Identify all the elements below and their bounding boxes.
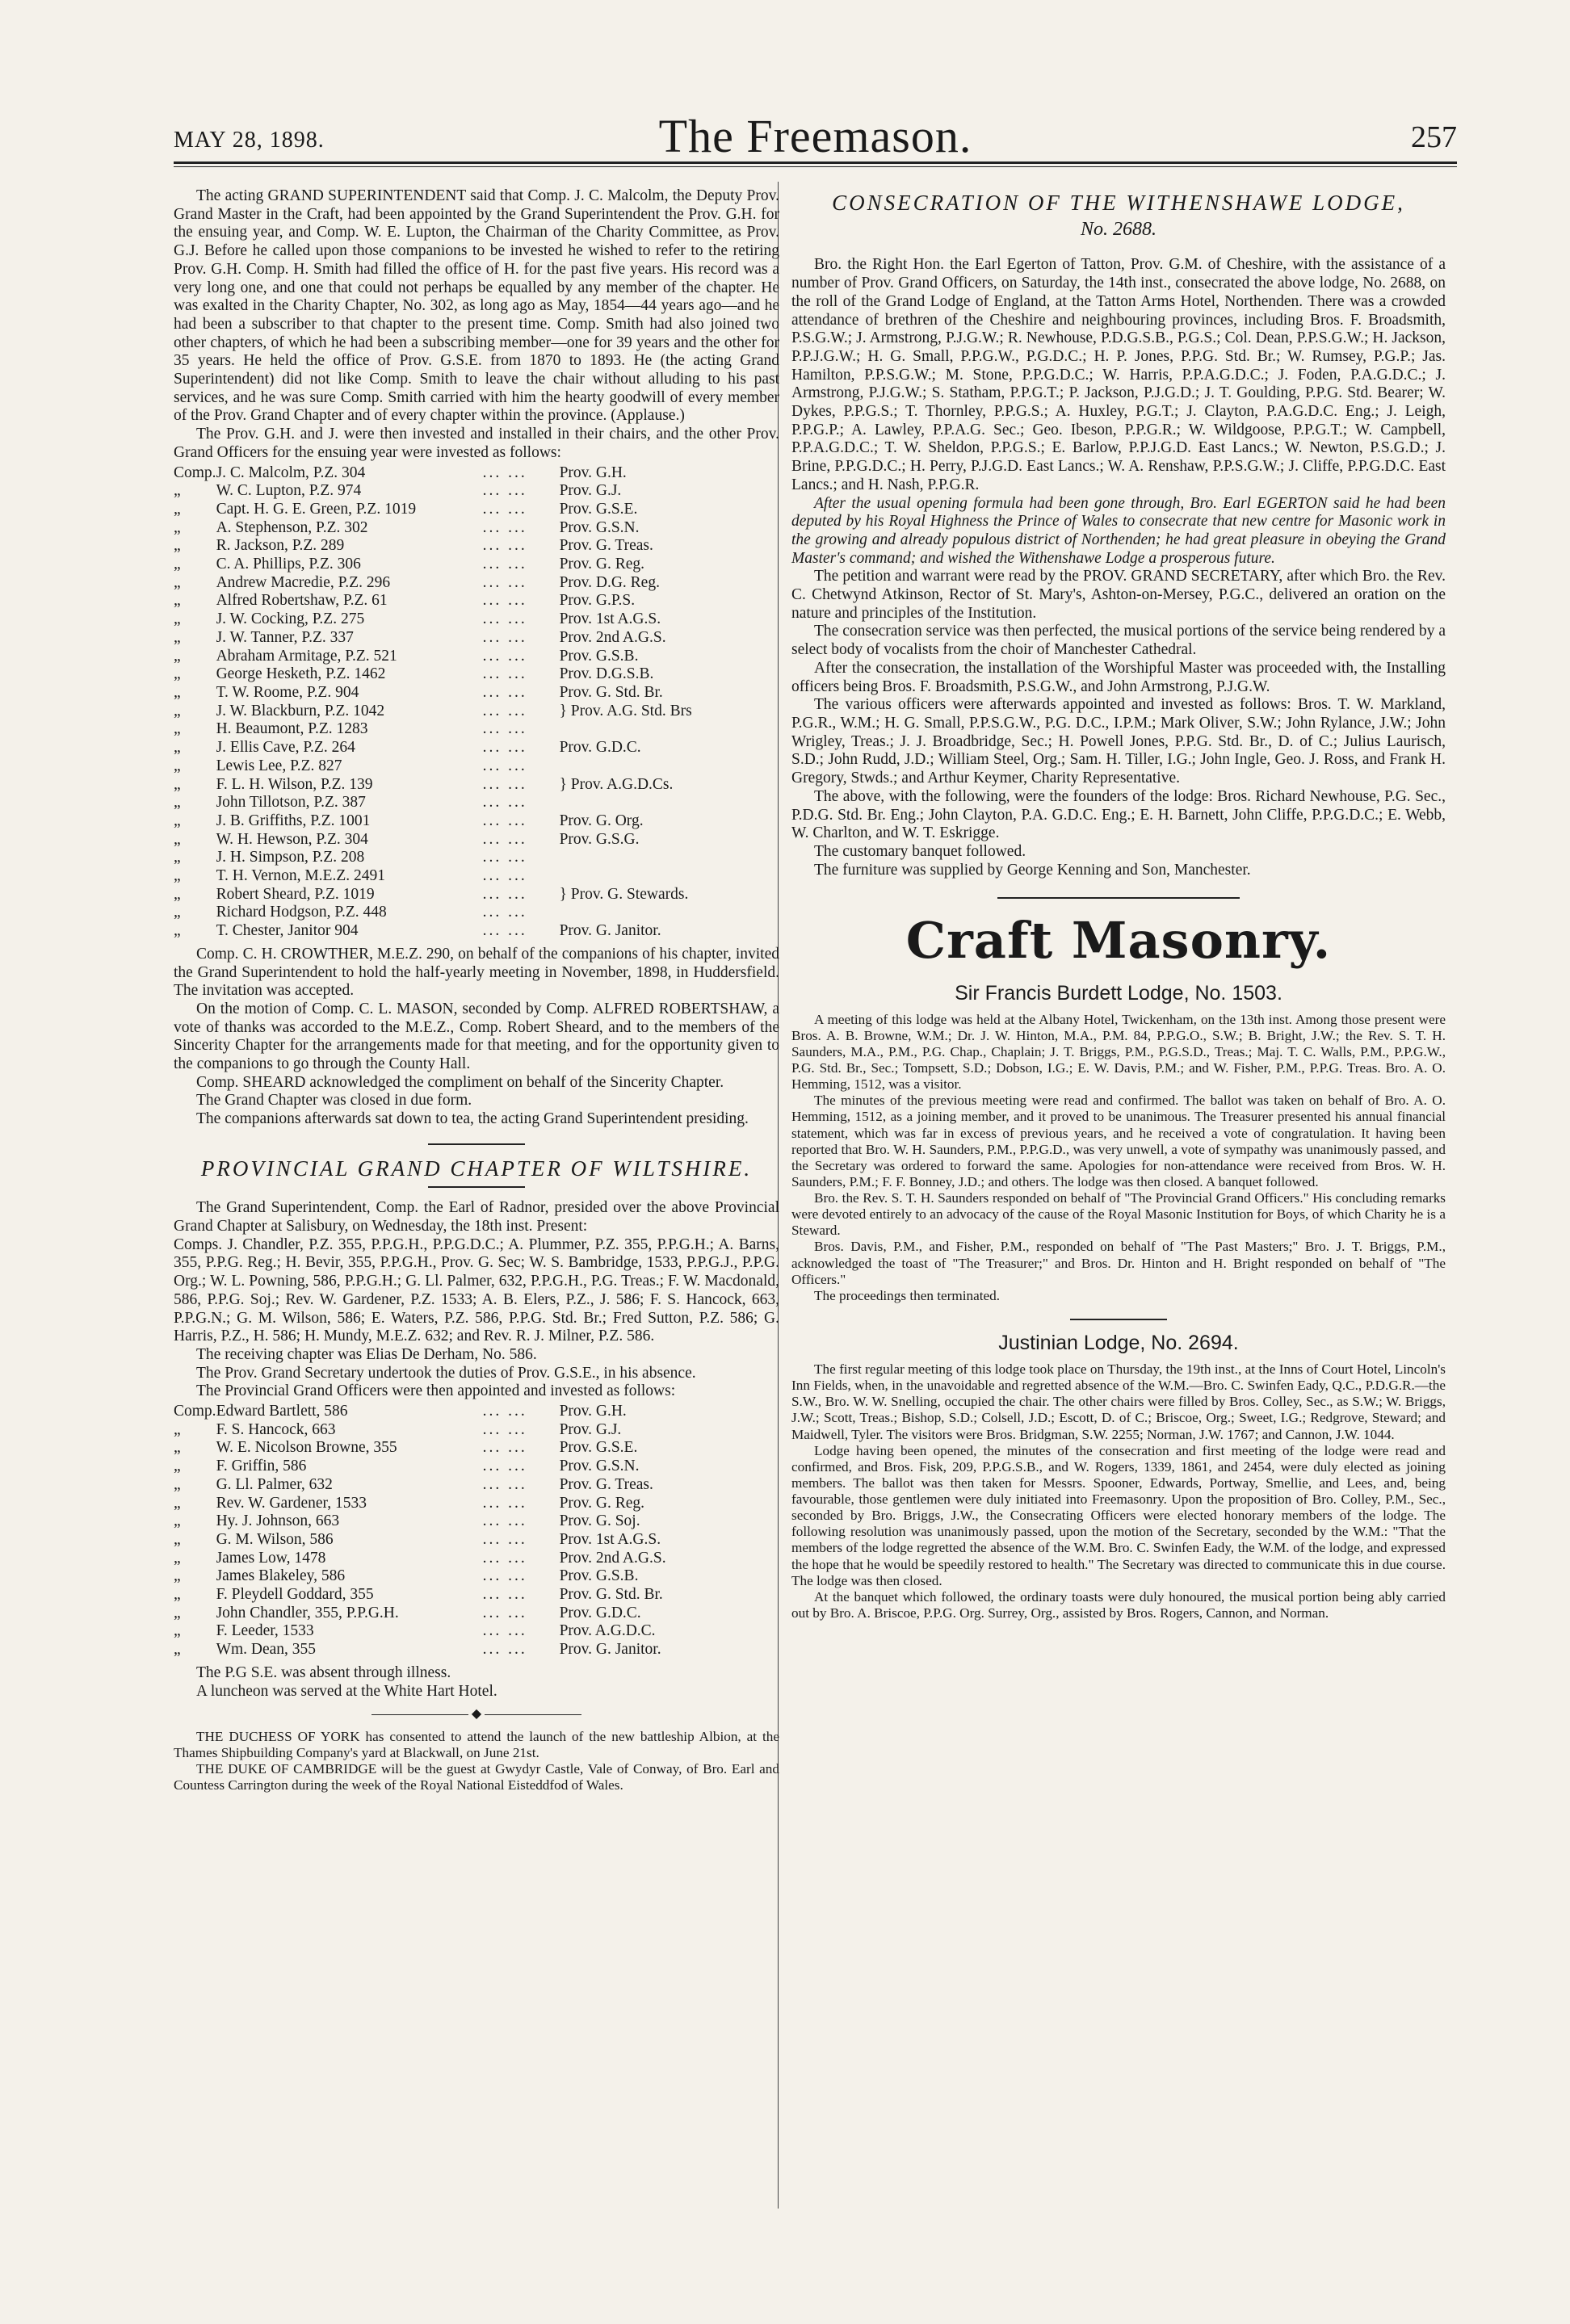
masthead (174, 103, 1457, 160)
officer-prefix: „ (174, 1586, 181, 1604)
officer-row (174, 776, 721, 795)
officer-office: Prov. G.J. (559, 482, 622, 500)
officer-prefix: „ (174, 1622, 181, 1640)
officer-prefix: „ (174, 1475, 181, 1493)
officer-name: Abraham Armitage, P.Z. 521 (216, 647, 397, 665)
officer-row (174, 1495, 721, 1513)
officer-name: Lewis Lee, P.Z. 827 (216, 757, 342, 774)
officer-prefix: „ (174, 628, 181, 646)
leader-dots: ... ... (482, 1549, 527, 1567)
officer-prefix: „ (174, 573, 181, 591)
officer-prefix: „ (174, 1604, 181, 1621)
leader-dots: ... ... (482, 812, 527, 829)
leader-dots: ... ... (482, 904, 527, 921)
officer-prefix: „ (174, 885, 181, 903)
leader-dots: ... ... (482, 720, 527, 738)
news-note: THE DUKE OF CAMBRIDGE will be the guest at Gwydyr Castle, Vale of Conway, of Bro. Earl and Countess Carrington during the week of the Royal National Eisteddfod of Wales. (174, 1761, 779, 1793)
officer-name: Andrew Macredie, P.Z. 296 (216, 573, 391, 591)
officer-prefix: „ (174, 775, 181, 793)
article-paragraph: The Prov. Grand Secretary undertook the duties of Prov. G.S.E., in his absence. (196, 1364, 696, 1382)
officer-name: Rev. W. Gardener, 1533 (216, 1494, 367, 1512)
lodge-report: The minutes of the previous meeting were read and confirmed. The ballot was taken on behalf of Bro. A. O. Hemming, 1512, as a joining member, and it proved to be unanimous. The Treasurer presented his annual financial statement, which was far in excess of previous years, and he received a vote of congratulation. It having been reported that Bro. W. H. Saunders, P.M., P.P.G.D., was very unwell, a vote of sympathy was unanimously passed, and the Secretary was ordered to forward the same. Apologies for non-attendance were received from Bros. W. H. Saunders, P.M.; F. F. Bonney, J.D.; and others. The lodge was then closed. A banquet followed. (791, 1093, 1446, 1189)
officer-prefix: „ (174, 1458, 181, 1475)
lodge-report: Bro. the Rev. S. T. H. Saunders responded on behalf of "The Provincial Grand Officers." His concluding remarks were devoted entirely to an advocacy of the cause of the Royal Masonic Institution for Boys, of which Charity he is a Steward. (791, 1190, 1446, 1239)
officer-prefix: „ (174, 647, 181, 665)
leader-dots: ... ... (482, 1420, 527, 1438)
officer-row (174, 1605, 721, 1623)
officer-office: Prov. G.S.E. (559, 500, 638, 518)
officer-prefix: „ (174, 683, 181, 701)
officer-row (174, 519, 721, 538)
officer-office: Prov. 1st A.G.S. (559, 610, 661, 628)
officer-office: Prov. 2nd A.G.S. (559, 628, 666, 646)
leader-dots: ... ... (482, 849, 527, 866)
officer-name: John Chandler, 355, P.P.G.H. (216, 1604, 399, 1621)
officer-prefix: „ (174, 592, 181, 610)
officer-office: } Prov. A.G.D.Cs. (559, 775, 674, 793)
officer-row (174, 703, 721, 721)
officer-office: } Prov. A.G. Std. Brs (559, 702, 692, 719)
officer-row (174, 1586, 721, 1605)
leader-dots: ... ... (482, 1641, 527, 1659)
article-paragraph: Comp. C. H. CROWTHER, M.E.Z. 290, on behalf of the companions of his chapter, invited the Grand Superintendent to hold the half-yearly meeting in November, 1898, in Huddersfield. The invitation was accepted. (174, 945, 779, 1000)
officer-prefix: „ (174, 849, 181, 866)
officer-prefix: „ (174, 794, 181, 812)
officer-row (174, 537, 721, 556)
present-list: Comps. J. Chandler, P.Z. 355, P.P.G.H., P.P.G.D.C.; A. Plummer, P.Z. 355, P.P.G.H.; A. Barns, 355, P.P.G. Reg.; H. Bevir, 355, P.P.G.H., Prov. G. Sec; W. S. Bambridge, 1533, P.P.G.J., P.P.G. Org.; W. L. Powning, 586, P.P.G.H.; G. Ll. Palmer, 632, P.P.G.H., P.G. Treas.; F. W. Macdonald, 586, P.P.G. Soj.; Rev. W. Gardener, P.Z. 1533; A. B. Elers, P.Z., J. 586; F. S. Hancock, 663, P.P.G.N.; G. M. Wilson, 586; E. Waters, P.Z. 586, P.P.G. Std. Br.; Fred Sutton, P.Z. 586; G. Harris, P.Z., H. 586; H. Mundy, M.E.Z. 632; and Rev. R. J. Milner, P.Z. 586. (174, 1235, 779, 1345)
leader-dots: ... ... (482, 683, 527, 701)
officer-office (560, 757, 721, 776)
lodge-report: Bros. Davis, P.M., and Fisher, P.M., responded on behalf of "The Past Masters;" Bro. J. T. Briggs, P.M., acknowledged the toast of "The Treasurer;" and Bros. Dr. Hinton and H. Bright responded on behalf of "The Officers." (791, 1239, 1446, 1287)
officer-row (174, 1476, 721, 1495)
lodge-report: The proceedings then terminated. (814, 1287, 1001, 1303)
officer-name: F. S. Hancock, 663 (216, 1420, 336, 1438)
officer-prefix: „ (174, 904, 181, 921)
officer-prefix: „ (174, 1512, 181, 1530)
article-paragraph: Bro. the Right Hon. the Earl Egerton of Tatton, Prov. G.M. of Cheshire, with the assistance of a number of Prov. Grand Officers, on Saturday, the 14th inst., consecrated the above lodge, No. 2688, on the roll of the Grand Lodge of England, at the Tatton Arms Hotel, Northenden. There was a crowded attendance of brethren of the Cheshire and neighbouring provinces, including Bros. F. Broadsmith, P.S.G.W.; J. Armstrong, P.J.G.W.; R. Newhouse, P.D.G.S.B., P.G.S.; Col. Dean, P.P.S.G.W.; H. Jackson, P.P.J.G.W.; H. G. Small, P.P.G.W., P.G.D.C.; H. P. Jones, P.P.G. Std. Br.; W. Rumsey, P.G.P.; Jas. Hamilton, P.P.S.G.W.; M. Stone, P.P.G.D.C.; W. Harris, P.P.A.G.D.C.; J. Foden, P.A.G.D.C.; J. Armstrong, P.J.G.W.; S. Statham, P.P.G.T.; P. Jackson, P.J.G.D.; J. T. Goulding, P.P.G. Std. Bearer; W. Dykes, P.P.G.S.; T. Thornley, P.P.G.S.; A. Huxley, P.G.T.; J. Clayton, P.A.G.D.C. Eng.; J. Leigh, P.P.G.P.; A. Lawley, P.P.A.G. Sec.; Geo. Ibeson, P.P.G.R.; W. Wildgoose, P.P.G.T.; W. Campbell, P.P.A.G.D.C.; T. W. Sheldon, P.P.G.S.; E. Barlow, P.P.J.G.D. East Lancs.; W. Newton, P.S.G.D.; J. Brine, P.P.G.D.C.; H. Perry, P.J.G.D. East Lancs.; W. A. Renshaw, P.P.S.G.W.; J. Cliffe, P.P.G.D.C. East Lancs.; and H. Nash, P.P.G.R. (791, 256, 1446, 493)
officer-name: F. L. H. Wilson, P.Z. 139 (216, 775, 373, 793)
leader-dots: ... ... (482, 556, 527, 573)
officer-name: J. H. Simpson, P.Z. 208 (216, 849, 365, 866)
officer-name: George Hesketh, P.Z. 1462 (216, 665, 386, 683)
leader-dots: ... ... (482, 702, 527, 719)
leader-dots: ... ... (482, 482, 527, 500)
officer-prefix: „ (174, 757, 181, 774)
leader-dots: ... ... (482, 1439, 527, 1457)
lodge-heading: Justinian Lodge, No. 2694. (998, 1331, 1239, 1354)
lodge-report: Lodge having been opened, the minutes of the consecration and first meeting of the lodge were read and confirmed, and Bros. Fisk, 209, P.P.G.S.B., and W. Rogers, 1339, 1861, and 2454, were duly elected as joining members. The ballot was then taken for Messrs. Spooner, Edwards, Portway, Smellie, and Lees, and, being favourable, those gentlemen were duly initiated into Freemasonry. Upon the proposition of Bro. Colley, P.M., Sec., seconded by Bro. Briggs, J.W., the Consecrating Officers were elected honorary members of the lodge. The following resolution was unanimously passed, upon the motion of the Secretary, seconded by the W.M.: "That the members of the lodge regretted the absence of the W.M. Bro. C. Swinfen Eady, the W.M. of the lodge, and expressed the hope that he would be speedily restored to health." The Secretary was directed to communicate this in due course. The lodge was then closed. (791, 1442, 1446, 1588)
officer-name: F. Pleydell Goddard, 355 (216, 1586, 374, 1604)
article-paragraph: The P.G S.E. was absent through illness. (196, 1663, 451, 1681)
officer-row (174, 1403, 721, 1421)
officer-office: Prov. G. Janitor. (559, 922, 661, 940)
officer-office: Prov. G.D.C. (559, 739, 641, 757)
officer-prefix: „ (174, 1549, 181, 1567)
officer-office: Prov. G.H. (559, 464, 627, 481)
masthead-rule (174, 162, 1457, 164)
diamond-separator: ◆ (174, 1707, 779, 1722)
officer-row (174, 464, 721, 483)
leader-dots: ... ... (482, 1567, 527, 1585)
officer-row (174, 867, 721, 886)
officer-office: Prov. A.G.D.C. (559, 1622, 656, 1640)
officer-row (174, 629, 721, 648)
article-paragraph: The customary banquet followed. (814, 842, 1026, 860)
officer-name: Hy. J. Johnson, 663 (216, 1512, 340, 1530)
article-paragraph: The above, with the following, were the founders of the lodge: Bros. Richard Newhouse, P.G. Sec., P.D.G. Std. Br. Eng.; John Clayton, P.A. G.D.C. Eng.; E. H. Barnett, John Cliffe, P.P.G.D.C.; E. Webb, W. Charlton, and W. T. Eskrigge. (791, 787, 1446, 842)
officer-office (560, 794, 721, 812)
officer-office: Prov. G.S.B. (559, 647, 639, 665)
officer-office: Prov. G. Soj. (559, 1512, 640, 1530)
leader-dots: ... ... (482, 537, 527, 555)
article-paragraph: The Grand Chapter was closed in due form. (196, 1092, 472, 1110)
leader-dots: ... ... (482, 794, 527, 812)
officer-name: James Blakeley, 586 (216, 1567, 346, 1585)
article-paragraph: Comp. SHEARD acknowledged the compliment on behalf of the Sincerity Chapter. (196, 1073, 724, 1091)
officer-prefix: „ (174, 537, 181, 555)
officer-office: Prov. G.S.B. (559, 1567, 639, 1585)
article-paragraph: The consecration service was then perfected, the musical portions of the service being rendered by a select body of vocalists from the choir of Manchester Cathedral. (791, 623, 1446, 659)
officer-prefix: „ (174, 1420, 181, 1438)
officer-prefix: „ (174, 720, 181, 738)
article-paragraph: The furniture was supplied by George Kenning and Son, Manchester. (814, 861, 1251, 879)
officer-office: Prov. D.G. Reg. (559, 573, 660, 591)
officer-office: Prov. G.P.S. (559, 592, 636, 610)
officer-name: R. Jackson, P.Z. 289 (216, 537, 345, 555)
officer-row (174, 501, 721, 519)
officer-row (174, 886, 721, 904)
officer-prefix: „ (174, 812, 181, 829)
left-column (174, 187, 779, 1793)
officer-office: Prov. G. Org. (559, 812, 644, 829)
leader-dots: ... ... (482, 610, 527, 628)
officer-row (174, 1622, 721, 1641)
officer-prefix: „ (174, 867, 181, 885)
article-paragraph: After the consecration, the installation of the Worshipful Master was proceeded with, the Installing officers being Bros. F. Broadsmith, P.S.G.W., and John Armstrong, P.J.G.W. (791, 659, 1446, 695)
consecration-heading: CONSECRATION OF THE WITHENSHAWE LODGE, (832, 191, 1405, 215)
officer-name: J. W. Cocking, P.Z. 275 (216, 610, 365, 628)
officer-row (174, 757, 721, 776)
officer-row (174, 904, 721, 922)
officer-prefix: Comp. (174, 1403, 216, 1420)
officers-table (174, 464, 721, 941)
officer-office: Prov. G. Treas. (559, 1475, 653, 1493)
article-paragraph: The acting GRAND SUPERINTENDENT said that Comp. J. C. Malcolm, the Deputy Prov. Grand Master in the Craft, had been appointed by the Grand Superintendent the Prov. G.H. for the ensuing year, and Comp. W. E. Lupton, the Chairman of the Charity Committee, as Prov. G.J. Before he called upon those companions to be invested he wished to refer to the retiring Prov. G.H. Comp. H. Smith had filled the office of H. for the past five years. His record was a very long one, and one that could not perhaps be equalled by any member of the chapter. He was exalted in the Charity Chapter, No. 302, as long ago as May, 1854—44 years ago—and he had been a subscriber to that chapter to the present time. Comp. Smith had also joined two other chapters, of which he had been a subscribing member—one for 39 years and the other for 35 years. He held the office of Prov. G.S.E. from 1870 to 1893. He (the acting Grand Superintendent) did not like Comp. Smith to leave the chair without alluding to his past services, and he was sure Comp. Smith carried with him the hearty goodwill of every member of the Prov. Grand Chapter and of every chapter within the province. (Applause.) (174, 187, 779, 425)
leader-dots: ... ... (482, 867, 527, 885)
officer-office: Prov. G. Std. Br. (559, 683, 663, 701)
officer-name: G. M. Wilson, 586 (216, 1530, 334, 1548)
officer-office: Prov. G. Reg. (559, 1494, 645, 1512)
lodge-report: The first regular meeting of this lodge took place on Thursday, the 19th inst., at the Inns of Court Hotel, Lincoln's Inn Fields, when, in the unavoidable and regretted absence of the W.M.—Bro. C. Swinfen Eady, Q.C., P.D.G.R.—the S.W., Bro. W. W. Snelling, occupied the chair. The other chairs were filled by Bros. Colley, Sec., as S.W.; W. Briggs, J.W.; Scott, Treas.; Bishop, S.D.; Colsell, J.D.; Escott, D. of C.; Briscoe, Org.; Sweet, I.G.; Redgrove, Steward; and Maidwell, Tyler. The visitors were Bros. Bridgman, S.W. 2255; Norman, J.W. 1767; and Cannon, J.W. 1044. (791, 1361, 1446, 1442)
officer-office (560, 867, 721, 886)
officer-name: Richard Hodgson, P.Z. 448 (216, 904, 387, 921)
page-number: 257 (1411, 120, 1457, 154)
craft-masonry-heading: Craft Masonry. (905, 911, 1332, 971)
officer-name: W. C. Lupton, P.Z. 974 (216, 482, 362, 500)
masthead-rule-thin (174, 166, 1457, 167)
officer-row (174, 1641, 721, 1659)
officer-prefix: „ (174, 556, 181, 573)
leader-dots: ... ... (482, 500, 527, 518)
officer-name: John Tillotson, P.Z. 387 (216, 794, 366, 812)
officer-row (174, 849, 721, 867)
officer-prefix: „ (174, 665, 181, 683)
right-column (791, 187, 1446, 1621)
officer-name: Edward Bartlett, 586 (216, 1403, 348, 1420)
issue-date: MAY 28, 1898. (174, 128, 325, 153)
leader-dots: ... ... (482, 518, 527, 536)
officer-name: W. H. Hewson, P.Z. 304 (216, 830, 368, 848)
leader-dots: ... ... (482, 1586, 527, 1604)
leader-dots: ... ... (482, 775, 527, 793)
officer-prefix: „ (174, 1641, 181, 1659)
officer-row (174, 610, 721, 629)
officer-row (174, 1567, 721, 1586)
article-paragraph: The receiving chapter was Elias De Derham, No. 586. (196, 1345, 537, 1363)
leader-dots: ... ... (482, 1458, 527, 1475)
lodge-report: At the banquet which followed, the ordinary toasts were duly honoured, the musical portion being ably carried out by Bro. A. Briscoe, P.P.G. Org. Surrey, Org., assisted by Bros. Rogers, Cannon, and Norman. (791, 1588, 1446, 1621)
officer-name: Wm. Dean, 355 (216, 1641, 317, 1659)
officer-row (174, 684, 721, 703)
officer-name: J. W. Tanner, P.Z. 337 (216, 628, 354, 646)
officer-name: A. Stephenson, P.Z. 302 (216, 518, 368, 536)
section-separator (428, 1143, 525, 1145)
article-paragraph: The Provincial Grand Officers were then appointed and invested as follows: (196, 1382, 676, 1400)
officer-prefix: „ (174, 1439, 181, 1457)
officer-office: Prov. G. Std. Br. (559, 1586, 663, 1604)
officer-row (174, 574, 721, 593)
officer-office: Prov. G.S.N. (559, 518, 640, 536)
officer-prefix: „ (174, 482, 181, 500)
officer-row (174, 648, 721, 666)
officer-office: Prov. G. Treas. (559, 537, 653, 555)
officer-row (174, 1531, 721, 1550)
officer-prefix: „ (174, 1567, 181, 1585)
leader-dots: ... ... (482, 665, 527, 683)
article-paragraph: The petition and warrant were read by the PROV. GRAND SECRETARY, after which Bro. the Rev. C. Chetwynd Atkinson, Rector of St. Mary's, Ashton-on-Mersey, P.G.C., delivered an oration on the nature and principles of the Institution. (791, 568, 1446, 622)
article-paragraph: The various officers were afterwards appointed and invested as follows: Bros. T. W. Markland, P.G.R., W.M.; H. G. Small, P.P.S.G.W., P.G. D.C., I.P.M.; Mark Oliver, S.W.; John Rylance, J.W.; John Wrigley, Treas.; J. J. Broadbridge, Sec.; H. Powell Jones, P.P.G. Std. Br., D. of C.; Julius Laurisch, S.D.; John Rudd, J.D.; William Steel, Org.; Sam. H. Tiller, I.G.; John Ingle, Geo. J. Ross, and Frank H. Gregory, Stwds.; and Arthur Keymer, Charity Representative. (791, 696, 1446, 787)
officer-name: W. E. Nicolson Browne, 355 (216, 1439, 397, 1457)
officer-office: Prov. 1st A.G.S. (559, 1530, 661, 1548)
officer-name: J. Ellis Cave, P.Z. 264 (216, 739, 355, 757)
leader-dots: ... ... (482, 1530, 527, 1548)
officer-row (174, 1512, 721, 1531)
article-paragraph: The Grand Superintendent, Comp. the Earl of Radnor, presided over the above Provincial Grand Chapter at Salisbury, on Wednesday, the 18th inst. Present: (174, 1199, 779, 1235)
officer-office: Prov. D.G.S.B. (559, 665, 654, 683)
officer-prefix: „ (174, 739, 181, 757)
leader-dots: ... ... (482, 1403, 527, 1420)
wiltshire-officers-table (174, 1403, 721, 1659)
officer-name: T. Chester, Janitor 904 (216, 922, 359, 940)
leader-dots: ... ... (482, 885, 527, 903)
officer-prefix: „ (174, 1494, 181, 1512)
leader-dots: ... ... (482, 464, 527, 481)
article-paragraph: A luncheon was served at the White Hart Hotel. (196, 1682, 497, 1700)
officer-row (174, 665, 721, 684)
officer-name: C. A. Phillips, P.Z. 306 (216, 556, 361, 573)
officer-office: Prov. G. Reg. (559, 556, 645, 573)
officer-name: T. W. Roome, P.Z. 904 (216, 683, 359, 701)
officer-office: Prov. G. Janitor. (559, 1641, 661, 1659)
officer-row (174, 720, 721, 739)
officer-prefix: „ (174, 922, 181, 940)
officer-office: Prov. G.S.E. (559, 1439, 638, 1457)
officer-office: Prov. G.D.C. (559, 1604, 641, 1621)
officer-row (174, 794, 721, 812)
officer-name: Capt. H. G. E. Green, P.Z. 1019 (216, 500, 417, 518)
officer-name: F. Leeder, 1533 (216, 1622, 314, 1640)
officer-office: Prov. G.S.N. (559, 1458, 640, 1475)
wiltshire-heading: PROVINCIAL GRAND CHAPTER OF WILTSHIRE. (200, 1156, 753, 1181)
article-paragraph: The Prov. G.H. and J. were then invested and installed in their chairs, and the other Prov. Grand Officers for the ensuing year were invested as follows: (174, 426, 779, 461)
officer-name: G. Ll. Palmer, 632 (216, 1475, 333, 1493)
leader-dots: ... ... (482, 739, 527, 757)
section-separator (1070, 1319, 1167, 1320)
officer-office: Prov. 2nd A.G.S. (559, 1549, 666, 1567)
officer-name: J. C. Malcolm, P.Z. 304 (216, 464, 366, 481)
leader-dots: ... ... (482, 647, 527, 665)
officer-name: J. W. Blackburn, P.Z. 1042 (216, 702, 385, 719)
newspaper-title: The Freemason. (658, 110, 972, 162)
officer-name: H. Beaumont, P.Z. 1283 (216, 720, 368, 738)
leader-dots: ... ... (482, 830, 527, 848)
leader-dots: ... ... (482, 1475, 527, 1493)
leader-dots: ... ... (482, 757, 527, 774)
leader-dots: ... ... (482, 1622, 527, 1640)
officer-row (174, 739, 721, 757)
article-paragraph: On the motion of Comp. C. L. MASON, seconded by Comp. ALFRED ROBERTSHAW, a vote of thanks was accorded to the M.E.Z., Comp. Robert Sheard, and to the members of the Sincerity Chapter for the arrangements made for that meeting, and for the opportunity given to the companions to go through the County Hall. (174, 1000, 779, 1073)
officer-row (174, 592, 721, 610)
officer-row (174, 1458, 721, 1476)
officer-row (174, 922, 721, 941)
section-separator (428, 1186, 525, 1188)
lodge-heading: Sir Francis Burdett Lodge, No. 1503. (955, 981, 1282, 1005)
leader-dots: ... ... (482, 922, 527, 940)
leader-dots: ... ... (482, 592, 527, 610)
news-note: THE DUCHESS OF YORK has consented to attend the launch of the new battleship Albion, at the Thames Shipbuilding Company's yard at Blackwall, on June 21st. (174, 1728, 779, 1761)
article-paragraph: After the usual opening formula had been gone through, Bro. Earl EGERTON said he had been deputed by his Royal Highness the Prince of Wales to consecrate that new centre for Masonic work in the growing and already populous district of Northenden; he had great pleasure in obeying the Grand Master's command; and wished the Withenshawe Lodge a prosperous future. (791, 494, 1446, 567)
officer-name: T. H. Vernon, M.E.Z. 2491 (216, 867, 385, 885)
officer-prefix: „ (174, 1530, 181, 1548)
officer-prefix: Comp. (174, 464, 216, 481)
leader-dots: ... ... (482, 628, 527, 646)
officer-row (174, 1550, 721, 1568)
officer-name: Robert Sheard, P.Z. 1019 (216, 885, 375, 903)
officer-row (174, 831, 721, 849)
leader-dots: ... ... (482, 1604, 527, 1621)
officer-row (174, 1421, 721, 1440)
officer-prefix: „ (174, 518, 181, 536)
officer-office (560, 720, 721, 739)
section-separator (997, 897, 1240, 899)
lodge-report: A meeting of this lodge was held at the Albany Hotel, Twickenham, on the 13th inst. Among those present were Bros. A. B. Browne, W.M.; Dr. J. W. Hinton, M.A., P.M. 84, P.P.G.O., S.W.; B. Bright, J.W.; the Rev. S. T. H. Saunders, M.A., P.M., P.G. Chap., Chaplain; J. T. Briggs, P.M., P.G.S.D., Treas.; Maj. T. C. Walls, P.M., P.P.G.W., P.G. Std. Br., Sec.; Tompsett, S.D.; Dobson, I.G.; E. W. Davis, P.M.; and W. Fisher, P.M., P.P.G. Treas. Bro. A. O. Hemming, 1512, was a visitor. (791, 1011, 1446, 1093)
officer-row (174, 482, 721, 501)
officer-row (174, 812, 721, 831)
consecration-lodge-number: No. 2688. (1080, 219, 1157, 241)
officer-prefix: „ (174, 610, 181, 628)
officer-office: Prov. G.J. (559, 1420, 622, 1438)
officer-name: J. B. Griffiths, P.Z. 1001 (216, 812, 371, 829)
officer-row (174, 556, 721, 574)
article-paragraph: The companions afterwards sat down to tea, the acting Grand Superintendent presiding. (196, 1110, 749, 1128)
officer-name: James Low, 1478 (216, 1549, 326, 1567)
leader-dots: ... ... (482, 1494, 527, 1512)
officer-name: Alfred Robertshaw, P.Z. 61 (216, 592, 388, 610)
officer-office: } Prov. G. Stewards. (559, 885, 689, 903)
leader-dots: ... ... (482, 573, 527, 591)
officer-office (560, 904, 721, 922)
officer-prefix: „ (174, 500, 181, 518)
leader-dots: ... ... (482, 1512, 527, 1530)
officer-office (560, 849, 721, 867)
officer-name: F. Griffin, 586 (216, 1458, 307, 1475)
officer-prefix: „ (174, 830, 181, 848)
officer-office: Prov. G.S.G. (559, 830, 640, 848)
officer-row (174, 1439, 721, 1458)
officer-office: Prov. G.H. (559, 1403, 627, 1420)
officer-prefix: „ (174, 702, 181, 719)
